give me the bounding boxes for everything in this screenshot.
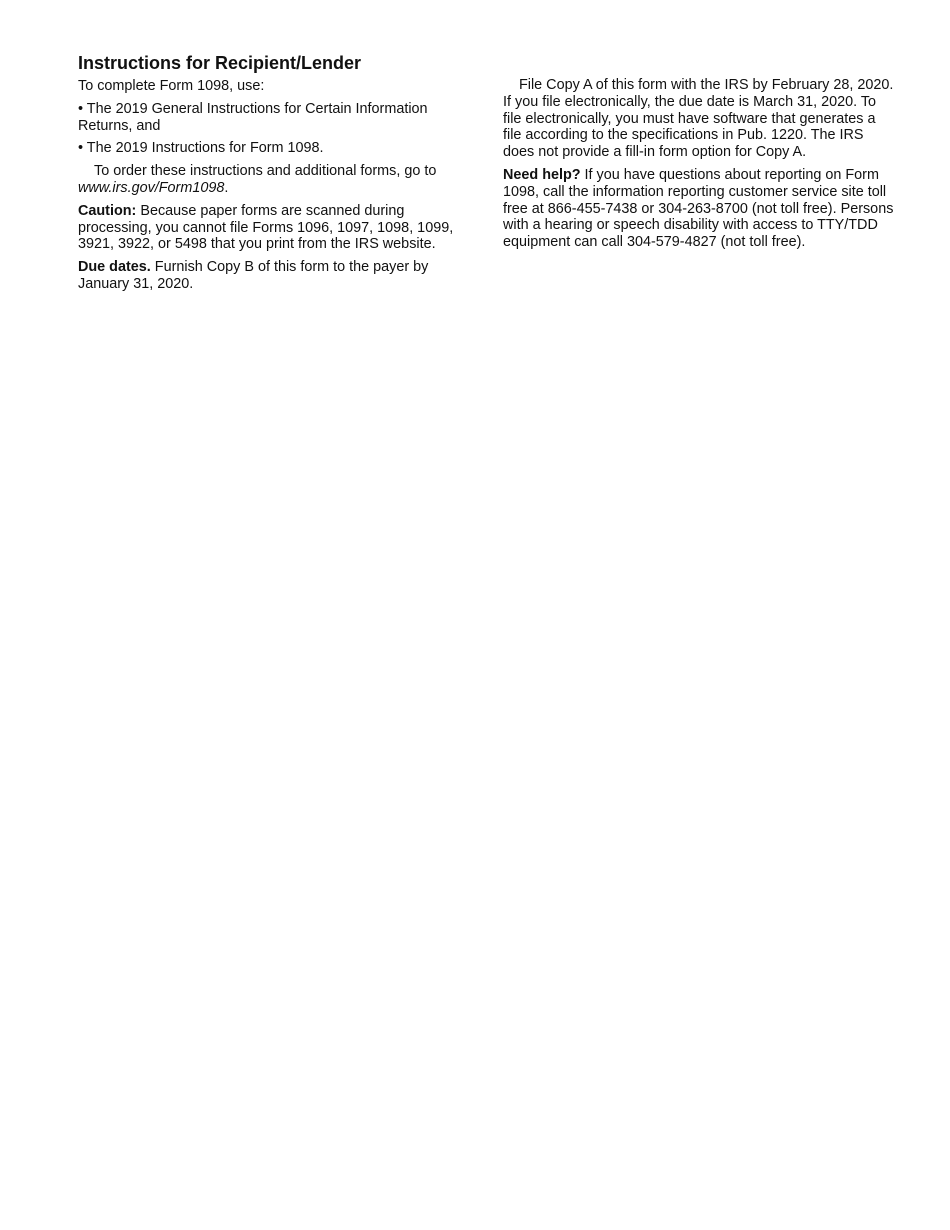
- irs-form-link[interactable]: www.irs.gov/Form1098: [78, 179, 225, 196]
- left-column: [78, 52, 470, 299]
- order-text: To order these instructions and additional forms, go to: [94, 163, 437, 180]
- order-end: .: [224, 179, 229, 196]
- page-title: Instructions for Recipient/Lender: [78, 53, 362, 73]
- right-column: [503, 77, 895, 257]
- intro-text: To complete Form 1098, use:: [78, 78, 265, 94]
- help-paragraph: [503, 167, 895, 251]
- need-help-label: Need help?: [503, 166, 581, 183]
- due-dates-text: Furnish Copy B of this form to the payer by January 31, 2020.: [78, 259, 429, 292]
- due-dates-paragraph: [78, 259, 470, 293]
- order-paragraph: [78, 163, 470, 197]
- due-dates-label: Due dates.: [78, 259, 151, 276]
- caution-text: Because paper forms are scanned during processing, you cannot file Forms 1096, 1097, 1098, 1099, 3921, 3922, or 5498 that you print from the IRS website.: [78, 202, 454, 253]
- caution-paragraph: [78, 203, 470, 253]
- filing-paragraph: File Copy A of this form with the IRS by February 28, 2020. If you file electronically, the due date is March 31, 2020. To file electronically, you must have software that generates a file according to the specifications in Pub. 1220. The IRS does not provide a fill-in form option for Copy A.: [503, 77, 894, 161]
- bullet-general-instructions: • The 2019 General Instructions for Certain Information Returns, and: [78, 100, 428, 134]
- bullet-form-instructions: • The 2019 Instructions for Form 1098.: [78, 140, 324, 157]
- need-help-text: If you have questions about reporting on Form 1098, call the information reporting customer service site toll free at 866-455-7438 or 304-263-8700 (not toll free). Persons with a hearing or speech disability with access to TTY/TDD equipment can call 304-579-4827 (not toll free).: [503, 166, 894, 251]
- caution-label: Caution:: [78, 202, 137, 219]
